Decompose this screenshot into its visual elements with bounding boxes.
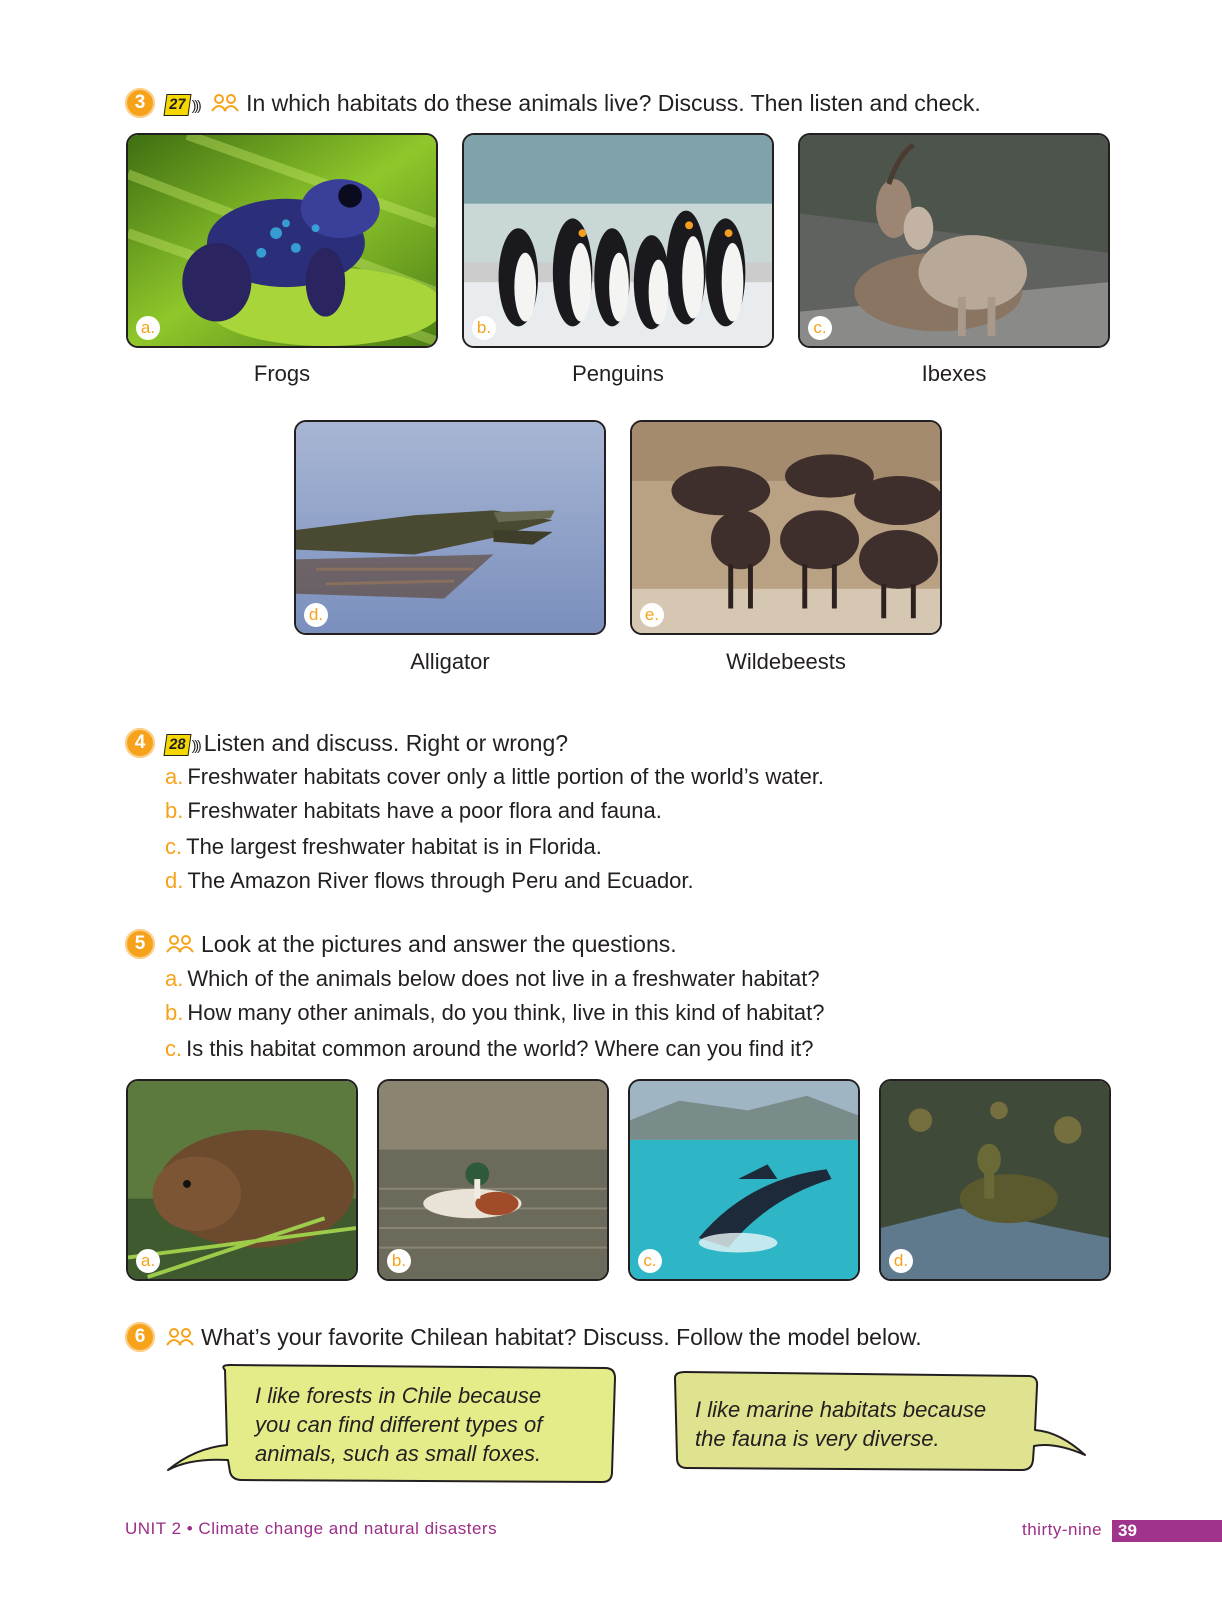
photo-letter: b. xyxy=(472,316,496,340)
audio-track-number: 27 xyxy=(163,94,191,116)
wildebeests-photo xyxy=(630,420,942,635)
photo-caption: Ibexes xyxy=(921,361,987,386)
list-item: a. Which of the animals below does not live in a freshwater habitat? xyxy=(165,966,820,991)
audio-track-icon[interactable]: 28 ))) xyxy=(165,731,200,759)
audio-track-number: 28 xyxy=(163,734,191,756)
exercise-number-badge: 4 xyxy=(125,728,155,758)
pair-work-icon xyxy=(210,91,240,119)
audio-track-icon[interactable]: 27 ))) xyxy=(165,91,200,119)
turtle-photo xyxy=(879,1079,1111,1281)
photo-letter: c. xyxy=(808,316,832,340)
beaver-photo xyxy=(126,1079,358,1281)
exercise-6-instruction: What’s your favorite Chilean habitat? Discuss. Follow the model below. xyxy=(201,1324,922,1350)
photo-letter: b. xyxy=(387,1249,411,1273)
photo-caption: Penguins xyxy=(572,361,664,386)
frog-photo xyxy=(126,133,438,348)
exercise-5-instruction: Look at the pictures and answer the questions. xyxy=(201,931,677,957)
duck-photo xyxy=(377,1079,609,1281)
list-item: b. Freshwater habitats have a poor flora and fauna. xyxy=(165,798,662,823)
photo-letter: a. xyxy=(136,316,160,340)
list-item: b. How many other animals, do you think, live in this kind of habitat? xyxy=(165,1000,825,1025)
list-item: a. Freshwater habitats cover only a little portion of the world’s water. xyxy=(165,764,825,789)
list-item: c. Is this habitat common around the world? Where can you find it? xyxy=(165,1036,814,1061)
photo-letter: d. xyxy=(889,1249,913,1273)
photo-letter: d. xyxy=(304,603,328,627)
exercise-5-heading xyxy=(165,930,677,960)
photo-letter: c. xyxy=(638,1249,662,1273)
list-item: c. The largest freshwater habitat is in Florida. xyxy=(165,834,602,859)
ibexes-photo xyxy=(798,133,1110,348)
list-item: d. The Amazon River flows through Peru and Ecuador. xyxy=(165,868,694,893)
footer-unit-title: UNIT 2 • Climate change and natural disasters xyxy=(125,1519,498,1538)
pair-work-icon xyxy=(165,932,195,960)
photo-caption: Frogs xyxy=(253,361,311,386)
exercise-3-heading xyxy=(165,89,981,119)
pair-work-icon xyxy=(165,1325,195,1353)
footer-page-words: thirty-nine xyxy=(1022,1520,1103,1539)
exercise-3-instruction: In which habitats do these animals live? Discuss. Then listen and check. xyxy=(246,90,981,116)
page-number: 39 xyxy=(1112,1520,1222,1542)
photo-letter: e. xyxy=(640,603,664,627)
exercise-6-heading xyxy=(165,1323,922,1353)
whale-photo xyxy=(628,1079,860,1281)
alligator-photo xyxy=(294,420,606,635)
speech-bubble-right: I like marine habitats because the fauna is very diverse. xyxy=(695,1397,987,1451)
exercise-number-badge: 5 xyxy=(125,929,155,959)
exercise-4-instruction: Listen and discuss. Right or wrong? xyxy=(203,730,569,756)
photo-letter: a. xyxy=(136,1249,160,1273)
exercise-number-badge: 3 xyxy=(125,88,155,118)
speech-bubble-left: I like forests in Chile because you can find different types of animals, such as small foxes. xyxy=(255,1383,543,1466)
exercise-number-badge: 6 xyxy=(125,1322,155,1352)
photo-caption: Wildebeests xyxy=(726,649,846,674)
penguins-photo xyxy=(462,133,774,348)
exercise-4-heading xyxy=(165,729,568,759)
photo-caption: Alligator xyxy=(410,649,490,674)
